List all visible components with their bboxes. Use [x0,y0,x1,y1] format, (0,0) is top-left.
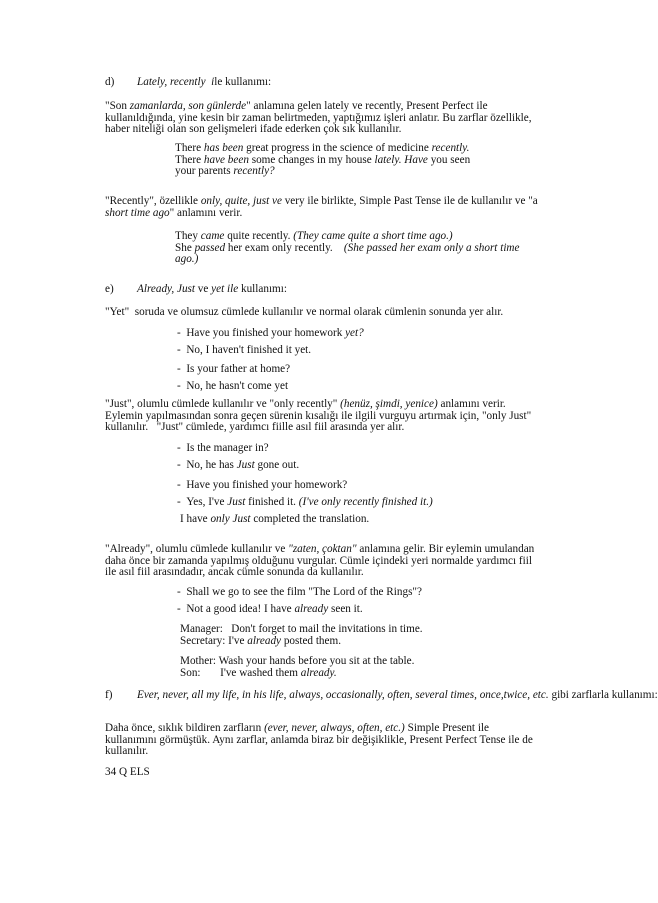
simple-past-examples [175,231,519,266]
text-line: - Not a good idea! I have already seen it. [177,602,363,615]
text-line: ago.) [175,253,199,266]
already-paragraph [105,544,534,579]
text-line: kullanıldığında, yine kesin bir zaman belirtmeden, yaptığımız işleri anlatır. Bu zarflar özellikle, [105,111,532,124]
just-examples-2 [177,477,433,511]
text-line: They came quite recently. (They came quite a short time ago.) [175,230,453,242]
text-line: "Already", olumlu cümlede kullanılır ve "zaten, çoktan" anlamına gelir. Bir eylemin umulandan [105,543,535,555]
manager-secretary-dialogue [180,624,423,647]
mother-son-dialogue [180,656,414,679]
text-line: Ever, never, all my life, in his life, always, occasionally, often, several times, once, [137,689,504,701]
recently-past-paragraph [105,196,538,219]
lately-recently-paragraph [105,101,532,136]
text-line: your parents recently? [175,165,275,178]
text-line: kullanılır. "Just" cümlede, yardımcı fiille asıl fiil arasında yer alır. [105,421,405,434]
text-line: Eylemin yapılmasından sonra geçen sürenin kısalığı ile ilgili vurguyu artırmak için, "only Just" [105,409,532,422]
text-line: - Yes, I've Just finished it. (I've only recently finished it.) [177,495,433,508]
text-line: - Is the manager in? [177,442,269,454]
just-paragraph [105,399,531,434]
just-sentence: I have only Just completed the translation. [180,513,370,525]
section-d-title: Lately, recently ile kullanımı: [137,76,272,88]
text-line: There has been great progress in the science of medicine recently. [175,142,470,154]
text-line: "Recently", özellikle only, quite, just ve very ile birlikte, Simple Past Tense ile de kullanılır ve "a [105,195,538,207]
text-line: "Just", olumlu cümlede kullanılır ve "only recently" (henüz, şimdi, yenice) anlamını verir. [105,398,506,410]
yet-paragraph: "Yet" soruda ve olumsuz cümlede kullanılır ve normal olarak cümlenin sonunda yer alır. [105,306,504,318]
section-e-letter: e) [105,283,114,295]
text-line: kullanımını görmüştük. Aynı zarflar, anlamda biraz bir değişiklikle, Present Perfect Tense ile de [105,733,533,746]
text-line: twice, etc. gibi zarflarla kullanımı: [503,689,658,701]
text-line: - Is your father at home? [177,363,291,375]
text-line: kullanılır. [105,745,149,758]
section-d-letter: d) [105,76,115,88]
section-f-title [137,690,658,702]
text-line: - No, he has Just gone out. [177,458,300,471]
text-line: There have been some changes in my house lately. Have you seen [175,153,471,166]
text-line: Manager: Don't forget to mail the invitations in time. [180,623,423,635]
page-footer-label: 34 Q ELS [105,766,150,778]
present-perfect-examples [175,143,470,178]
yet-examples-2 [177,361,290,395]
text-line: Secretary: I've already posted them. [180,634,341,647]
text-line: - No, I haven't finished it yet. [177,343,312,356]
text-line: Son: I've washed them already. [180,666,337,679]
already-examples [177,584,422,618]
frequency-adverbs-paragraph [105,723,533,758]
text-line: - No, he hasn't come yet [177,379,289,392]
text-line: She passed her exam only recently. (She passed her exam only a short time [175,241,520,254]
text-line: Daha önce, sıklık bildiren zarfların (ever, never, always, often, etc.) Simple Present ile [105,722,490,734]
text-line: haber niteliği olan son gelişmeleri ifade ederken çok sık kullanılır. [105,123,402,136]
text-line: - Have you finished your homework? [177,479,348,491]
section-f-letter: f) [105,689,113,701]
yet-examples-1 [177,325,364,359]
text-line: - Have you finished your homework yet? [177,327,364,339]
text-line: short time ago" anlamını verir. [105,206,243,219]
section-e-title: Already, Just ve yet ile kullanımı: [137,283,287,295]
text-line: daha önce bir zamanda yapılmış olduğunu vurgular. Cümle içindeki yeri normalde yardımcı fiil [105,554,532,567]
text-line: Mother: Wash your hands before you sit at the table. [180,655,415,667]
text-line: - Shall we go to see the film "The Lord of the Rings"? [177,586,422,598]
just-examples-1 [177,440,299,474]
text-line: "Son zamanlarda, son günlerde" anlamına gelen lately ve recently, Present Perfect ile [105,100,488,112]
text-line: ile asıl fiil arasındadır, ancak cümle sonunda da kullanılır. [105,566,364,579]
